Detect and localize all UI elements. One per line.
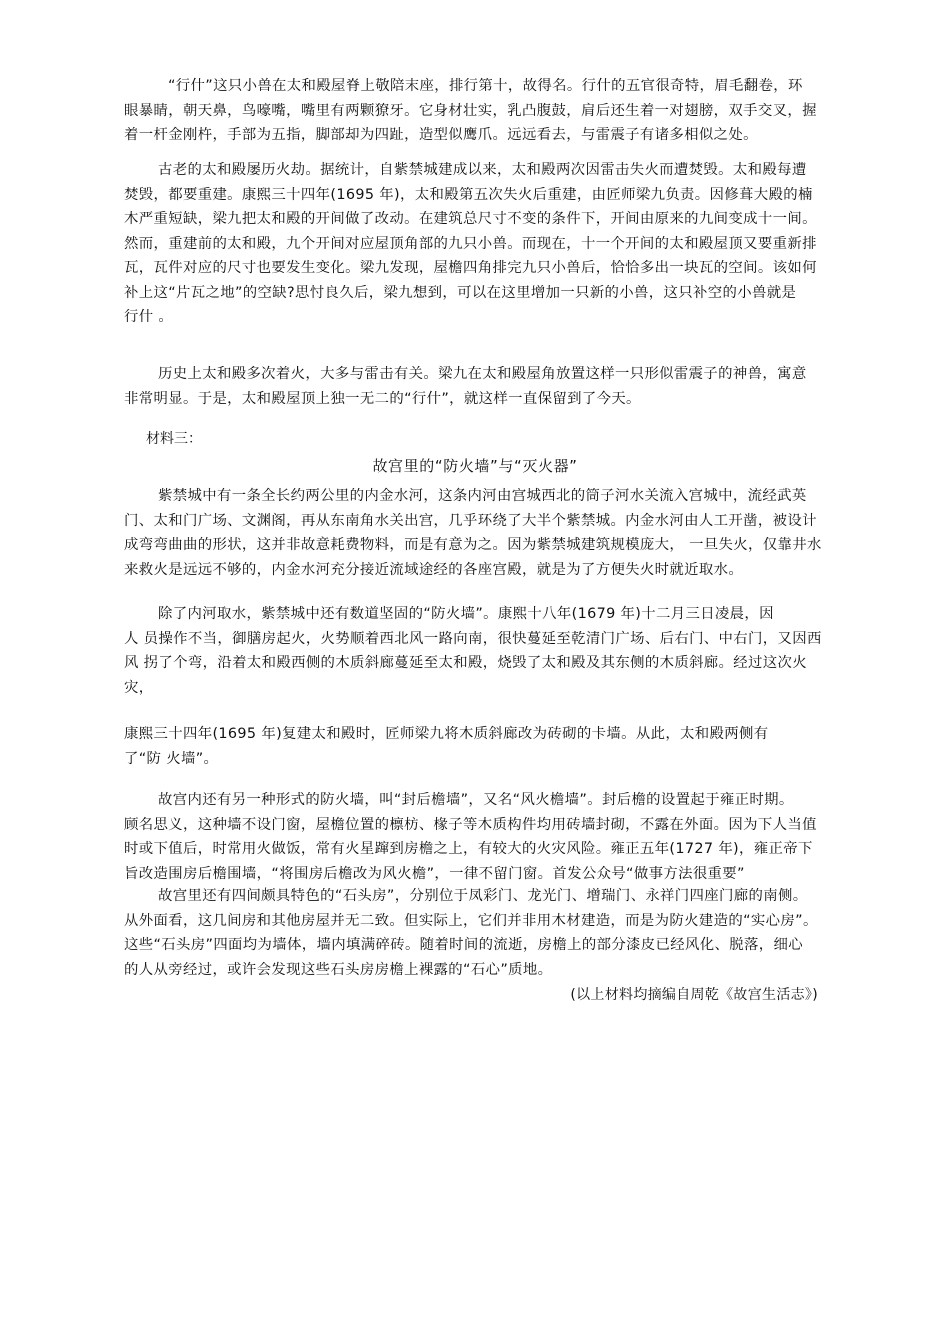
text-line: 历史上太和殿多次着火，大多与雷击有关。梁九在太和殿屋角放置这样一只形似雷震子的神兽，寓意: [158, 366, 807, 382]
section-title: 故宫里的“防火墙”与“灭火器”: [372, 457, 578, 475]
text-line: 木严重短缺，梁九把太和殿的开间做了改动。在建筑总尺寸不变的条件下，开间由原来的九间变成十一间。: [124, 211, 817, 227]
text-line: 故宫里还有四间颇具特色的“石头房”，分别位于凤彩门、龙光门、增瑞门、永祥门四座门廊的南侧。: [158, 888, 808, 904]
text-line: 这些“石头房”四面均为墙体，墙内填满碎砖。随着时间的流逝，房檐上的部分漆皮已经风化、脱落，细心: [124, 937, 803, 953]
text-line: 焚毁，都要重建。康熙三十四年(1695 年)，太和殿第五次失火后重建，由匠师梁九负责。因修葺大殿的楠: [124, 186, 813, 203]
paragraph-stone-houses: [124, 884, 834, 982]
text-line: 时或下值后，时常用火做饭，常有火星蹿到房檐之上，有较大的火灾风险。雍正五年(1727 年)，雍正帝下: [124, 841, 813, 857]
text-line: 风 拐了个弯，沿着太和殿西侧的木质斜廊蔓延至太和殿，烧毁了太和殿及其东侧的木质斜廊。经过这次火: [124, 655, 807, 671]
text-line: 顾名思义，这种墙不设门窗，屋檐位置的檩枋、椽子等木质构件均用砖墙封砌，不露在外面。因为下人当值: [124, 816, 817, 833]
text-line: 成弯弯曲曲的形状，这并非故意耗费物料，而是有意为之。因为紫禁城建筑规模庞大， 一旦失火，仅靠井水: [124, 537, 822, 553]
text-line: 了“防 火墙”。: [124, 750, 219, 767]
source-note: (以上材料均摘编自周乾《故宫生活志》): [570, 987, 818, 1003]
paragraph-firewall-origin: [124, 602, 834, 700]
text-line: 门、太和门广场、文渊阁，再从东南角水关出宫，几乎环绕了大半个紫禁城。内金水河由人工开凿，被设计: [124, 512, 817, 529]
text-line: 行什 。: [124, 309, 174, 325]
text-line: 补上这“片瓦之地”的空缺?思忖良久后，梁九想到，可以在这里增加一只新的小兽，这只补空的小兽就是: [124, 284, 797, 301]
paragraph-lightning-meaning: [124, 362, 834, 411]
text-line: 从外面看，这几间房和其他房屋并无二致。但实际上，它们并非用木材建造，而是为防火建造的“实心房”。: [124, 912, 818, 929]
paragraph-fenghouyan-wall: [124, 788, 834, 886]
text-line: 灾，: [124, 679, 154, 696]
text-line: 眼暴睛，朝天鼻，鸟嚎嘴，嘴里有两颗獠牙。它身材壮实，乳凸腹鼓，肩后还生着一对翅膀，双手交叉，握: [124, 102, 817, 119]
text-line: 的人从旁经过，或许会发现这些石头房房檐上裸露的“石心”质地。: [124, 961, 553, 978]
text-line: 康熙三十四年(1695 年)复建太和殿时，匠师梁九将木质斜廊改为砖砌的卡墙。从此，太和殿两侧有: [124, 726, 769, 742]
text-line: 除了内河取水，紫禁城中还有数道坚固的“防火墙”。康熙十八年(1679 年)十二月三日凌晨，因: [158, 606, 774, 622]
paragraph-inner-golden-water-river: [124, 484, 834, 582]
text-line: 紫禁城中有一条全长约两公里的内金水河，这条内河由宫城西北的筒子河水关流入宫城中，流经武英: [158, 488, 807, 504]
paragraph-kangxi-rebuild: [124, 722, 834, 771]
material-label: 材料三：: [146, 431, 202, 447]
paragraph-taihedian-fire-history: [124, 158, 834, 330]
text-line: 然而，重建前的太和殿，九个开间对应屋顶角部的九只小兽。而现在，十一个开间的太和殿屋顶又要重新排: [124, 235, 817, 252]
text-line: 旨改造围房后檐围墙，“将围房后檐改为风火檐”，一律不留门窗。首发公众号“做事方法很重要”: [124, 865, 745, 882]
text-line: 来救火是远远不够的，内金水河充分接近流域途经的各座宫殿，就是为了方便失火时就近取水。: [124, 561, 744, 578]
text-line: “行什”这只小兽在太和殿屋脊上敬陪末座，排行第十，故得名。行什的五官很奇特，眉毛翻卷，环: [168, 78, 803, 94]
text-line: 瓦，瓦件对应的尺寸也要发生变化。梁九发现，屋檐四角排完九只小兽后，恰恰多出一块瓦的空间。该如何: [124, 260, 817, 276]
text-line: 古老的太和殿屡历火劫。据统计，自紫禁城建成以来，太和殿两次因雷击失火而遭焚毁。太和殿每遭: [158, 162, 807, 178]
text-line: 非常明显。于是，太和殿屋顶上独一无二的“行什”，就这样一直保留到了今天。: [124, 390, 641, 407]
text-line: 人 员操作不当，御膳房起火，火势顺着西北风一路向南，很快蔓延至乾清门广场、后右门、中右门，又因西: [124, 630, 822, 647]
text-line: 着一杆金刚杵，手部为五指，脚部却为四趾，造型似鹰爪。远远看去，与雷震子有诸多相似之处。: [124, 127, 758, 143]
paragraph-xingshi-description: [124, 74, 834, 148]
text-line: 故宫内还有另一种形式的防火墙，叫“封后檐墙”，又名“风火檐墙”。封后檐的设置起于雍正时期。: [158, 792, 794, 808]
